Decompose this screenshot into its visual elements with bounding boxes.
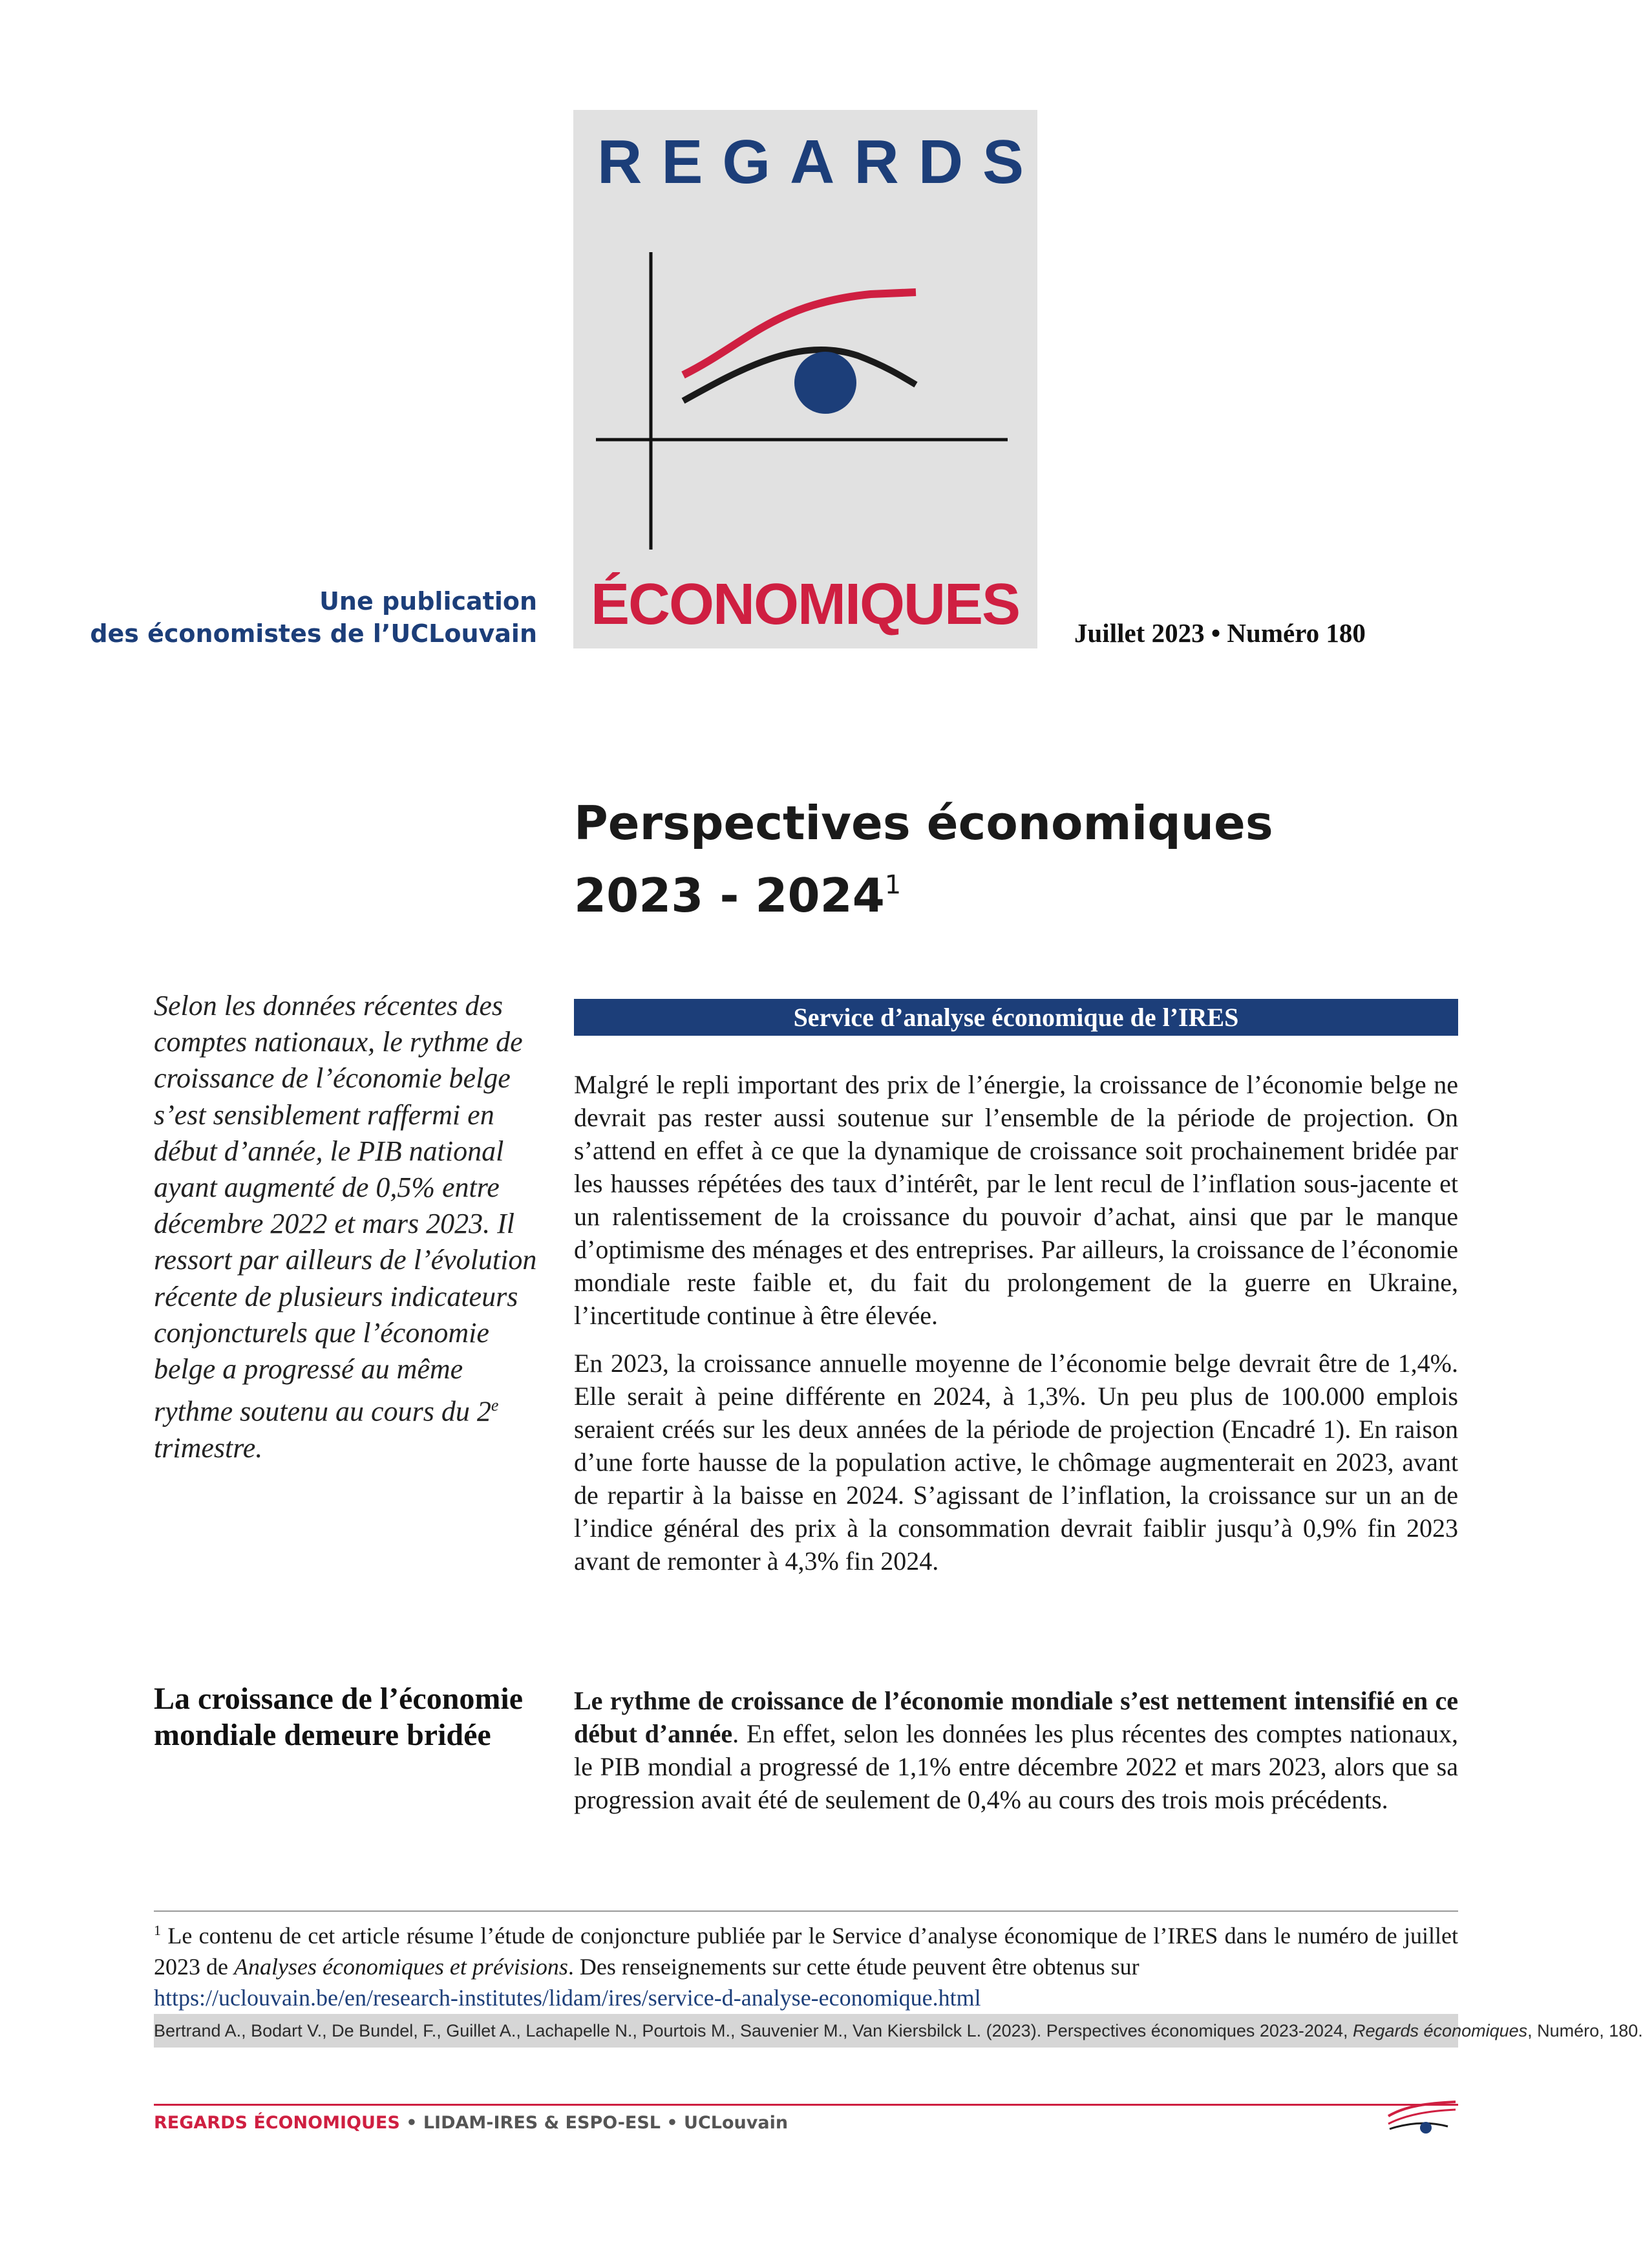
abstract-ordinal-suffix: e [491,1396,499,1415]
title-footnote-marker[interactable]: 1 [884,870,902,900]
footer-brand: REGARDS ÉCONOMIQUES [154,2113,400,2133]
title-line-2: 2023 - 2024 [574,868,885,923]
abstract-end: trimestre. [154,1432,263,1464]
title-line-1: Perspectives économiques [574,796,1273,850]
eye-logo-icon [1383,2098,1458,2137]
footnote-divider [154,1910,1458,1912]
citation-text-b: , Numéro, 180. [1527,2021,1643,2040]
publisher-line-1: Une publication [319,587,537,615]
footnote-marker: 1 [154,1922,161,1938]
paragraph-3-rest: . En effet, selon les données les plus récentes des comptes nationaux, le PIB mondial a progressé de 1,1% entre décembre 2022 et mars 2023, alors que sa progression avait été de seulement de 0,4% au cours des trois mois précédents. [574,1719,1458,1814]
section-heading: La croissance de l’économie mondiale demeure bridée [154,1682,524,1752]
abstract [154,988,542,1466]
author-banner: Service d’analyse économique de l’IRES [574,999,1458,1036]
footnote-journal: Analyses économiques et prévisions [233,1954,568,1980]
issue-info: Juillet 2023 • Numéro 180 [1074,618,1366,648]
abstract-ordinal: 2 [476,1395,491,1428]
citation-bar [154,2014,1643,2048]
footnote [154,1915,1458,2013]
footnote-text-b: . Des renseignements sur cette étude peuvent être obtenus sur [567,1954,1140,1980]
footer-text [154,2113,788,2133]
paragraph-2: En 2023, la croissance annuelle moyenne de l’économie belge devrait être de 1,4%. Elle serait à peine différente en 2024, à 1,3%. Un peu plus de 100.000 emplois seraient créés sur les deux années de la période de projection (Encadré 1). En raison d’une forte hausse de la population active, le chômage augmenterait en 2023, avant de repartir à la baisse en 2024. S’agissant de l’inflation, la croissance sur un an de l’indice général des prix à la consommation devrait faiblir jusqu’à 0,9% fin 2023 avant de remonter à 4,3% fin 2024. [574,1349,1458,1576]
paragraph-3 [574,1684,1458,1816]
footnote-link[interactable]: https://uclouvain.be/en/research-institutes/lidam/ires/service-d-analyse-economique.html [154,1985,981,2011]
publisher-line-2: des économistes de l’UCLouvain [90,619,537,648]
footer-divider [154,2104,1458,2106]
eye-chart-logo-icon [573,213,1037,575]
footer-affiliations: • LIDAM-IRES & ESPO-ESL • UCLouvain [399,2113,789,2133]
footnote-text-a: Le contenu de cet article résume l’étude de conjoncture publiée par le Service d’analyse économique de l’IRES dans le numéro de juillet 2023 de [154,1923,1458,1980]
page-title [574,792,1479,926]
paragraph-1: Malgré le repli important des prix de l’énergie, la croissance de l’économie belge ne devrait pas rester aussi soutenue sur l’ensemble de la période de projection. On s’attend en effet à ce que la dynamique de croissance soit prochainement bridée par les hausses répétées des taux d’intérêt, par le lent recul de l’inflation sous-jacente et un ralentissement de la croissance du pouvoir d’achat, ainsi que par le manque d’optimisme des ménages et des entreprises. Par ailleurs, la croissance de l’économie mondiale reste faible et, du fait du prolongement de la guerre en Ukraine, l’incertitude continue à être élevée. [574,1070,1458,1330]
abstract-text: Selon les données récentes des comptes nationaux, le rythme de croissance de l’économie belge s’est sensiblement raffermi en début d’année, le PIB national ayant augmenté de 0,5% entre décembre 2022 et mars 2023. Il ressort par ailleurs de l’évolution récente de plusieurs indicateurs conjoncturels que l’économie belge a progressé au même rythme soutenu au cours du [154,990,537,1428]
logo-bottom-word: ÉCONOMIQUES [591,572,1020,637]
logo-top-word: REGARDS [597,127,1044,197]
paragraph-3-lead: Le rythme de croissance de l’économie mondiale s’est nettement intensifié en ce début d’année [574,1686,1458,1748]
citation-text-a: Bertrand A., Bodart V., De Bundel, F., Guillet A., Lachapelle N., Pourtois M., Sauvenier M., Van Kiersbilck L. (2023). Perspectives économiques 2023-2024, [154,2021,1353,2040]
citation-journal: Regards économiques [1352,2021,1528,2040]
